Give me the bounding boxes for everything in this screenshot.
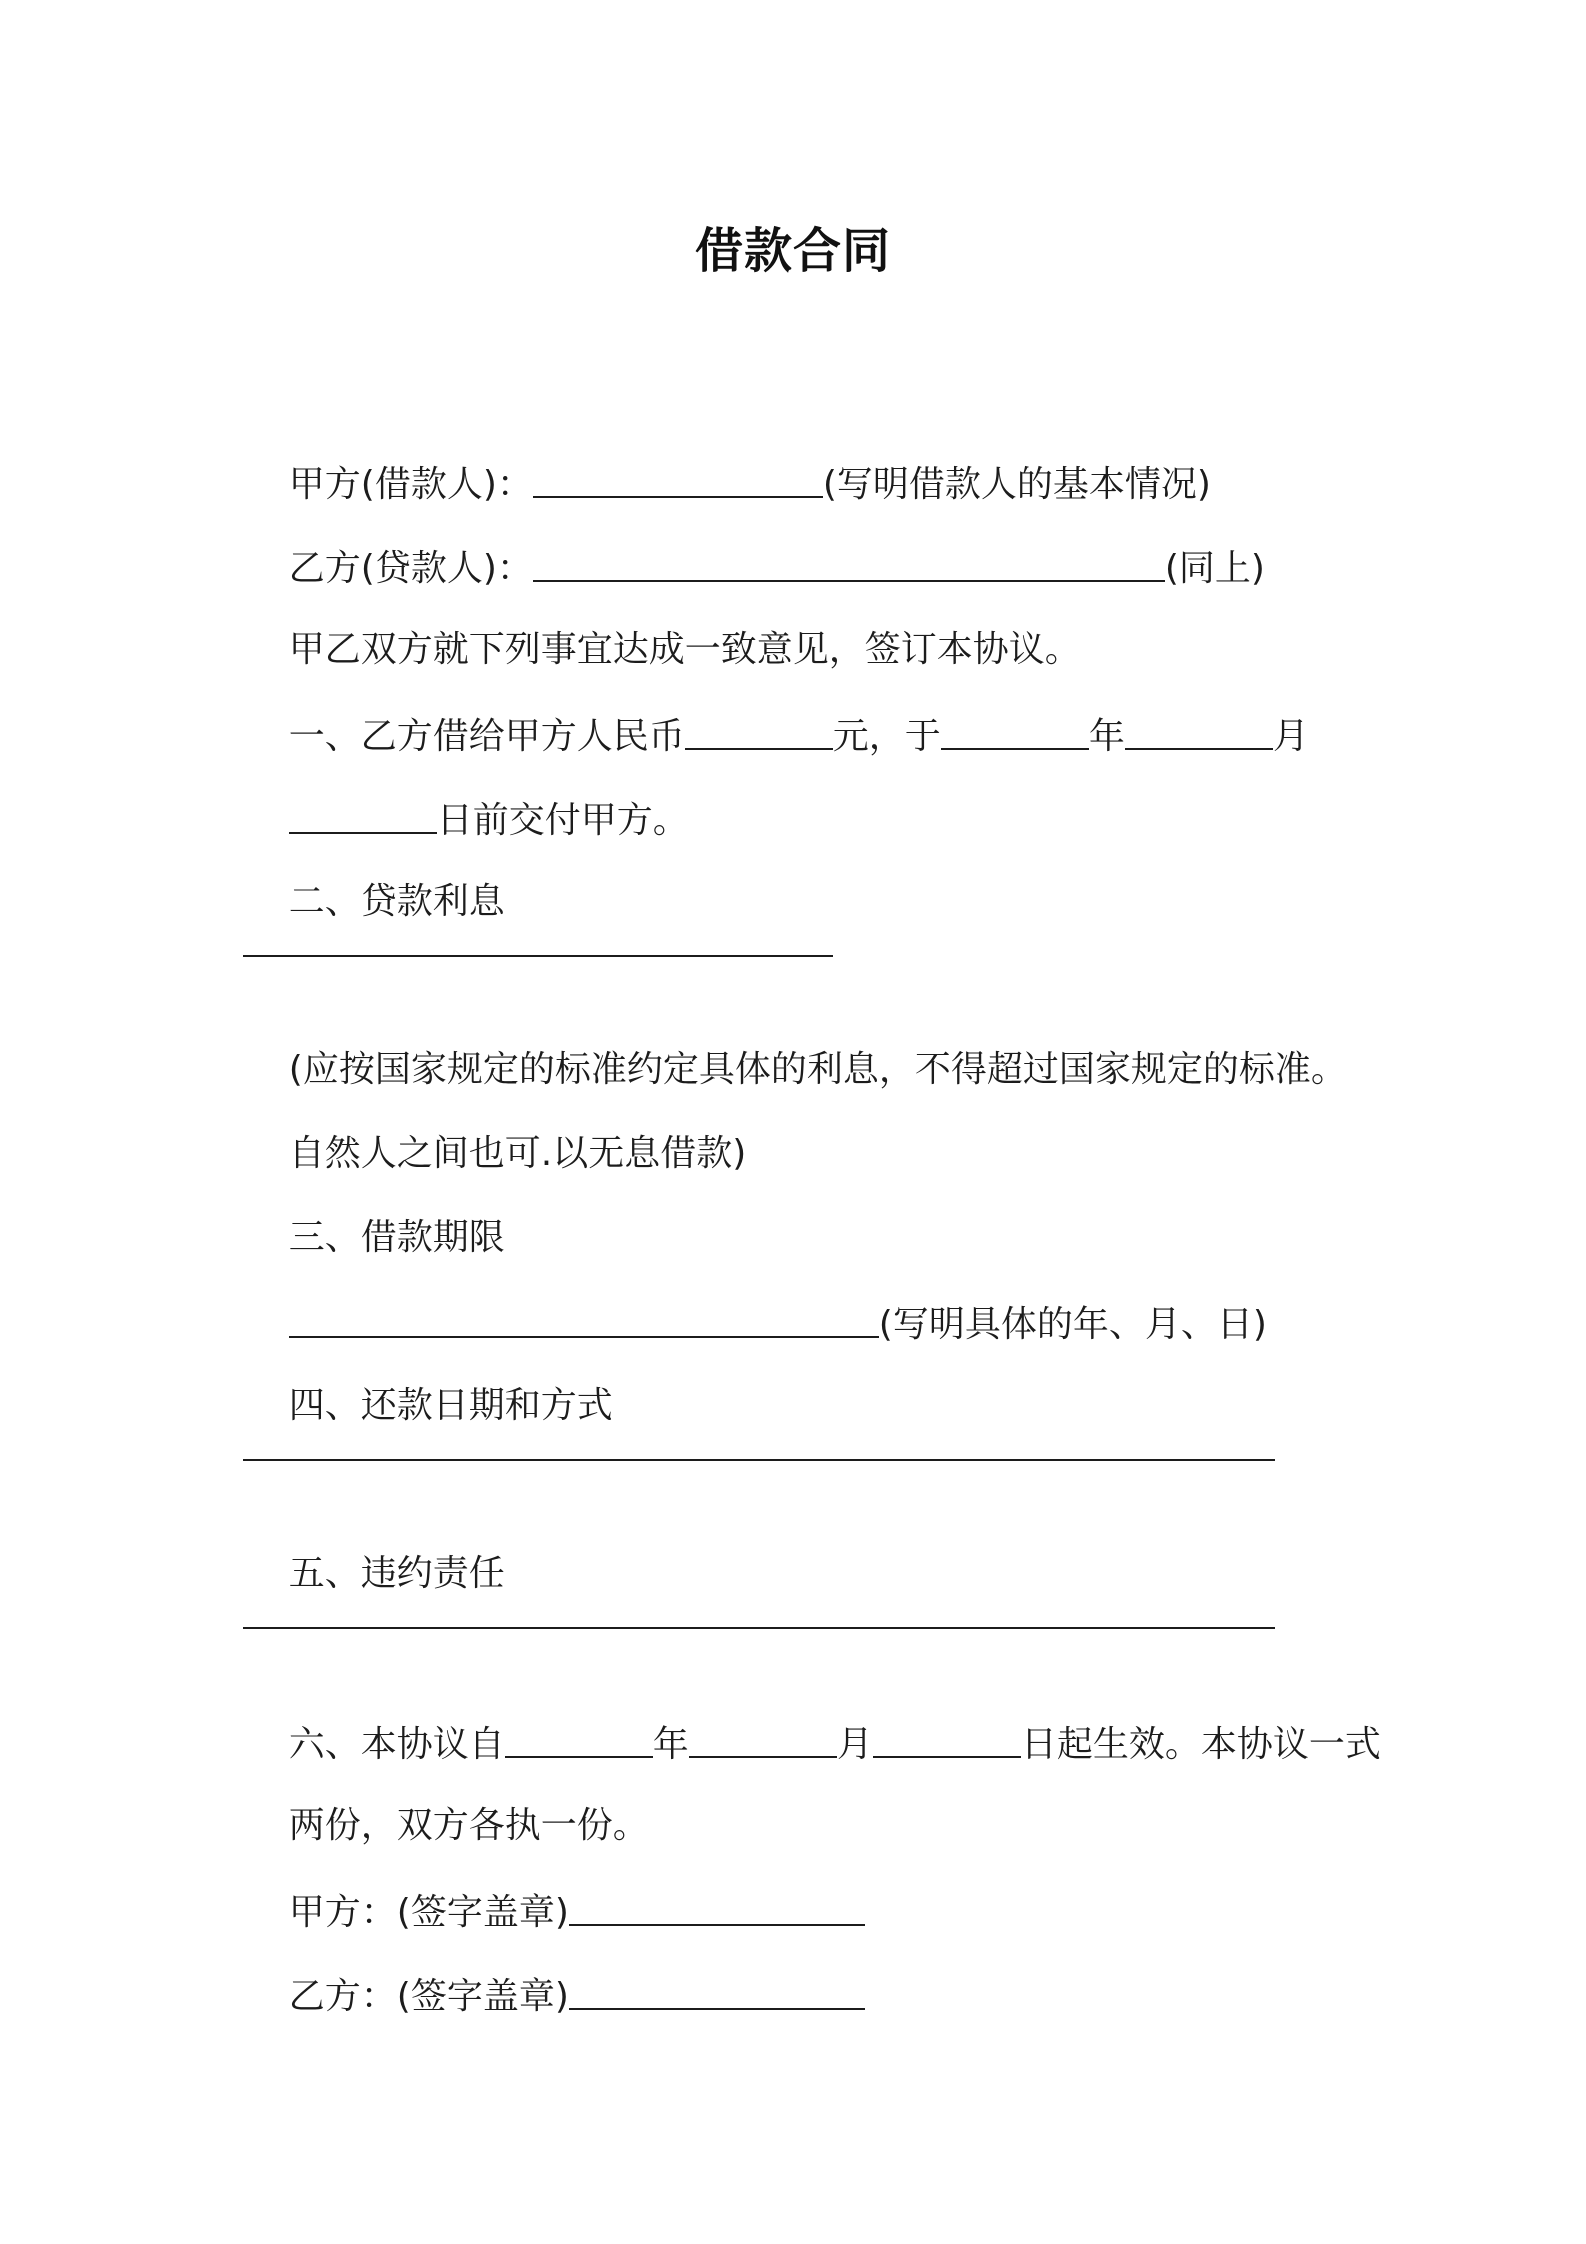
party-a-line	[243, 410, 1211, 505]
signature-party-a-line	[243, 1838, 865, 1933]
clause6-prefix: 六、本协议自	[288, 1724, 505, 1765]
clause6-year-blank	[505, 1718, 653, 1756]
clause4-repayment-blank	[243, 1459, 1275, 1461]
clause6-unit-month: 月	[836, 1724, 873, 1765]
clause2-note-1: (应按国家规定的标准约定具体的利息，不得超过国家规定的标准。	[288, 1049, 1347, 1090]
signature-party-a-blank	[569, 1886, 865, 1924]
party-b-line	[243, 494, 1265, 589]
clause5-heading-line	[243, 1502, 505, 1594]
party-b-label: 乙方(贷款人)：	[288, 548, 533, 589]
clause6-line2-text: 两份，双方各执一份。	[288, 1805, 649, 1846]
party-a-blank	[533, 458, 823, 496]
party-b-blank	[533, 542, 1165, 580]
clause1-line2-suffix: 日前交付甲方。	[436, 800, 689, 841]
clause4-heading-line	[243, 1334, 613, 1426]
party-a-label: 甲方(借款人)：	[288, 464, 533, 505]
clause1-day-blank	[289, 794, 437, 832]
clause5-heading: 五、违约责任	[288, 1553, 505, 1594]
clause6-unit-year: 年	[652, 1724, 689, 1765]
clause3-heading-line	[243, 1166, 505, 1258]
clause3-heading: 三、借款期限	[288, 1217, 505, 1258]
clause2-note-line2	[243, 1082, 747, 1174]
clause1-year-blank	[941, 710, 1089, 748]
party-b-note: (同上)	[1164, 548, 1265, 589]
intro-line	[243, 578, 1081, 670]
clause4-heading: 四、还款日期和方式	[288, 1385, 613, 1426]
signature-party-b-line	[243, 1922, 865, 2017]
clause6-day-blank	[873, 1718, 1021, 1756]
document-title: 借款合同	[694, 223, 891, 279]
clause2-note-2: 自然人之间也可.以无息借款)	[288, 1133, 747, 1174]
signature-party-b-blank	[569, 1970, 865, 2008]
clause6-suffix: 日起生效。本协议一式	[1020, 1724, 1381, 1765]
clause6-line2	[243, 1754, 649, 1846]
clause2-heading: 二、贷款利息	[288, 881, 505, 922]
intro-text: 甲乙双方就下列事宜达成一致意见，签订本协议。	[288, 629, 1081, 670]
clause1-line2	[243, 746, 689, 841]
clause1-prefix: 一、乙方借给甲方人民币	[288, 716, 685, 757]
clause1-line1	[243, 662, 1309, 757]
clause1-unit-year: 年	[1088, 716, 1125, 757]
signature-party-a-label: 甲方：(签字盖章)	[288, 1892, 569, 1933]
clause3-term-line	[243, 1250, 1267, 1345]
clause6-line1	[243, 1670, 1381, 1765]
party-a-note: (写明借款人的基本情况)	[822, 464, 1211, 505]
clause3-term-blank	[289, 1298, 879, 1336]
clause6-month-blank	[689, 1718, 837, 1756]
clause1-unit-yuan: 元，于	[832, 716, 941, 757]
clause2-interest-blank	[243, 955, 833, 957]
clause2-heading-line	[243, 830, 505, 922]
clause1-amount-blank	[685, 710, 833, 748]
clause3-note: (写明具体的年、月、日)	[878, 1304, 1267, 1345]
clause1-month-blank	[1125, 710, 1273, 748]
clause2-note-line1	[243, 998, 1347, 1090]
clause5-liability-blank	[243, 1627, 1275, 1629]
signature-party-b-label: 乙方：(签字盖章)	[288, 1976, 569, 2017]
clause1-unit-month: 月	[1272, 716, 1309, 757]
